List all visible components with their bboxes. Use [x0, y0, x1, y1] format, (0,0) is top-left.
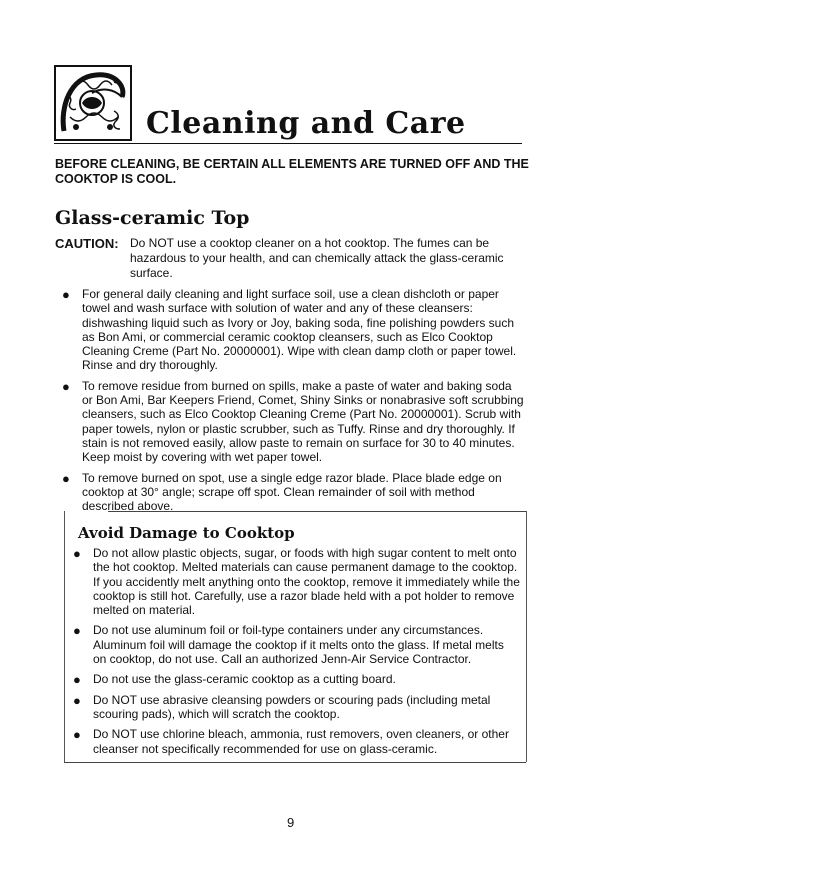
page-number: 9 [287, 815, 295, 830]
safety-warning: BEFORE CLEANING, BE CERTAIN ALL ELEMENTS ARE TURNED OFF AND THE COOKTOP IS COOL. [55, 157, 529, 186]
list-item [57, 379, 524, 465]
list-item-text: Do NOT use abrasive cleansing powders or scouring pads (including metal scouring pads), which will scratch the cooktop. [93, 692, 491, 721]
ornament-icon [56, 67, 130, 139]
list-item [68, 623, 520, 666]
list-item [68, 546, 520, 617]
section-title: Glass-ceramic Top [55, 207, 250, 229]
list-item [57, 287, 524, 373]
caution-text: Do NOT use a cooktop cleaner on a hot cooktop. The fumes can be hazardous to your health, and can chemically attack the glass-ceramic surface. [130, 236, 504, 280]
list-item-text: Do not use aluminum foil or foil-type containers under any circumstances. Aluminum foil will damage the cooktop if it melts onto the glass. If metal melts on cooktop, do not use. Call an authorized Jenn-Air Service Contractor. [93, 623, 504, 667]
caution-label: CAUTION: [55, 236, 119, 251]
box-bottom-border [64, 762, 526, 763]
avoid-damage-title: Avoid Damage to Cooktop [78, 524, 295, 542]
list-item-text: Do NOT use chlorine bleach, ammonia, rust removers, oven cleaners, or other cleanser not specifically recommended for use on glass-ceramic. [93, 727, 509, 756]
list-item [68, 727, 520, 756]
cleaning-instructions-list [57, 287, 524, 519]
bullet-icon: ● [73, 546, 81, 561]
title-underline [134, 143, 522, 144]
list-item-text: For general daily cleaning and light surface soil, use a clean dishcloth or paper towel and wash surface with solution of water and any of these cleansers: dishwashing liquid such as Ivory or Joy, baking soda, fine polishing powders such as Bon Ami, or commercial ceramic cooktop cleansers, such as Elco Cooktop Cleaning Creme (Part No. 20000001). Wipe with clean damp cloth or paper towel. Rinse and dry thoroughly. [82, 287, 517, 373]
avoid-damage-list [68, 546, 520, 762]
caution-block [55, 236, 525, 281]
decorative-initial-logo [54, 65, 132, 141]
list-item-text: Do not use the glass-ceramic cooktop as a cutting board. [93, 672, 396, 687]
bullet-icon: ● [62, 287, 70, 302]
bullet-icon: ● [62, 470, 70, 486]
list-item [68, 693, 520, 722]
list-item-text: To remove burned on spot, use a single edge razor blade. Place blade edge on cooktop at 30° angle; scrape off spot. Clean remainder of soil with method described above. [82, 470, 502, 514]
bullet-icon: ● [73, 727, 81, 743]
bullet-icon: ● [62, 378, 70, 394]
bullet-icon: ● [73, 692, 81, 708]
bullet-icon: ● [73, 672, 81, 688]
bullet-icon: ● [73, 623, 81, 639]
list-item [57, 471, 524, 514]
page-title: Cleaning and Care [146, 106, 466, 141]
logo-underline [54, 143, 134, 144]
list-item-text: Do not allow plastic objects, sugar, or foods with high sugar content to melt onto the hot cooktop. Melted materials can cause permanent damage to the cooktop. If you accidently melt anything onto the cooktop, remove it immediately while the cooktop is still hot. Carefully, use a razor blade held with a pot holder to remove melted on material. [93, 546, 520, 618]
list-item-text: To remove residue from burned on spills, make a paste of water and baking soda or Bon Ami, Bar Keepers Friend, Comet, Shiny Sinks or nonabrasive soft scrubbing cleansers, such as Elco Cooktop Cleaning Creme (Part No. 20000001). Scrub with paper towels, nylon or plastic scrubber, such as Tuffy. Rinse and dry thoroughly. If stain is not removed easily, allow paste to remain on surface for 30 to 40 minutes. Keep moist by covering with wet paper towel. [82, 378, 524, 465]
box-top-border [108, 511, 526, 512]
list-item [68, 672, 520, 686]
